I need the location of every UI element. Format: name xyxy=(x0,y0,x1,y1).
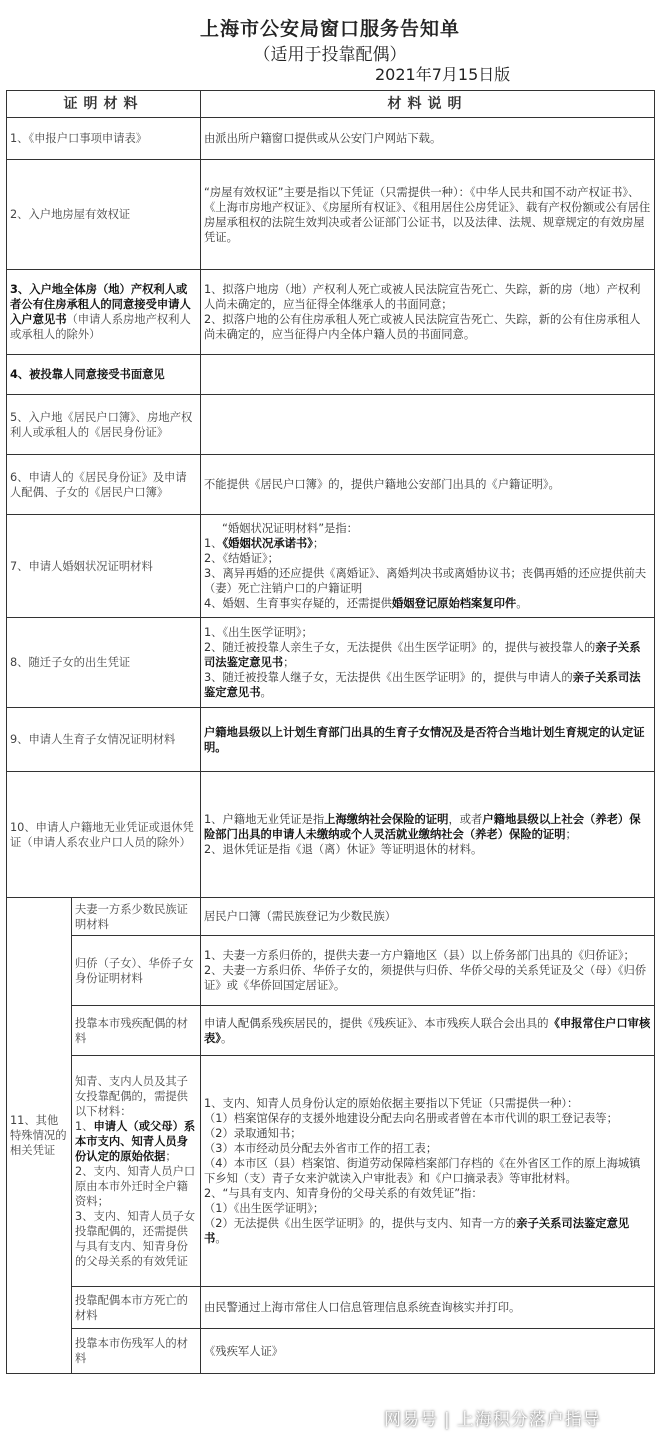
row2-description: “房屋有效权证”主要是指以下凭证（只需提供一种）：《中华人民共和国不动产权证书》、《上海市房地产权证》、《房屋所有权证》、《租用居住公房凭证》、载有产权份额或公有居住房屋承租权的法院生效判决或者公证部门公证书，以及法律、法规、规章规定的有效房屋凭证。 xyxy=(201,160,655,270)
row11e-material: 投靠配偶本市方死亡的材料 xyxy=(72,1287,201,1329)
row1-description: 由派出所户籍窗口提供或从公安门户网站下载。 xyxy=(201,118,655,160)
row11d-desc-2: 2、“与具有支内、知青身份的父母关系的有效凭证”指： xyxy=(204,1187,483,1200)
row8-item-2-bold: 亲子关系司法鉴定意见书 xyxy=(204,641,641,669)
row11-group-label: 11、其他特殊情况的相关凭证 xyxy=(7,898,72,1374)
row11f-material: 投靠本市伤残军人的材料 xyxy=(72,1329,201,1374)
row10-description xyxy=(201,772,655,898)
watermark-account: 上海积分落户指导 xyxy=(456,1410,601,1430)
row7-item-2: 2、《结婚证》； xyxy=(204,552,279,565)
row7-item-1-bold: 《婚姻状况承诺书》 xyxy=(222,537,313,550)
row7-intro: “婚姻状况证明材料”是指： xyxy=(222,522,358,535)
row11d-desc-2b-text: （2）无法提供《出生医学证明》的，提供与支内、知青一方的 xyxy=(204,1217,517,1230)
row9-description-bold: 户籍地县级以上计划生育部门出具的生育子女情况及是否符合当地计划生育规定的认定证明。 xyxy=(204,725,645,754)
row11d-item-2: 2、支内、知青人员户口原由本市外迁时全户籍资料； xyxy=(75,1164,196,1208)
table-row xyxy=(7,160,655,270)
row7-item-1-num: 1、 xyxy=(204,537,223,550)
row11d-item-1-num: 1、 xyxy=(75,1119,94,1133)
row3-item-1: 1、拟落户地房（地）产权利人死亡或被人民法院宣告死亡、失踪，新的房（地）产权利人尚未确定的，应当征得全体继承人的书面同意； xyxy=(204,283,641,311)
row7-description xyxy=(201,515,655,618)
row10-material: 10、申请人户籍地无业凭证或退休凭证（申请人系农业户口人员的除外） xyxy=(7,772,201,898)
row10-item-1-tail: ； xyxy=(565,828,577,841)
row8-item-3-text: 3、随迁被投靠人继子女，无法提供《出生医学证明》的，提供与申请人的 xyxy=(204,671,573,684)
row11d-desc-1b: （2）录取通知书； xyxy=(204,1127,302,1140)
row8-item-2 xyxy=(204,640,651,670)
row11c-material: 投靠本市残疾配偶的材料 xyxy=(72,1006,201,1056)
row7-item-3: 3、离异再婚的还应提供《离婚证》、离婚判决书或离婚协议书；丧偶再婚的还应提供前夫（妻）死亡注销户口的户籍证明 xyxy=(204,567,647,595)
row7-item-1-tail: ； xyxy=(312,537,325,550)
row4-material xyxy=(7,355,201,395)
row11b-item-2: 2、夫妻一方系归侨、华侨子女的，须提供与归侨、华侨父母的关系凭证及父（母）《归侨证》或《华侨回国定居证》。 xyxy=(204,964,647,992)
row11e-description: 由民警通过上海市常住人口信息管理信息系统查询核实并打印。 xyxy=(201,1287,655,1329)
row11d-desc-1: 1、支内、知青人员身份认定的原始依据主要指以下凭证（只需提供一种）： xyxy=(204,1097,579,1110)
row8-item-3-tail: 。 xyxy=(260,686,272,699)
notice-table xyxy=(6,90,655,1374)
watermark-brand: 网易号 xyxy=(384,1410,438,1430)
table-header-row xyxy=(7,91,655,118)
page-title: 上海市公安局窗口服务告知单 xyxy=(199,18,460,40)
row9-material: 9、申请人生育子女情况证明材料 xyxy=(7,708,201,772)
row7-item-4-bold: 婚姻登记原始档案复印件 xyxy=(391,597,517,610)
row6-description: 不能提供《居民户口簿》的，提供户籍地公安部门出具的《户籍证明》。 xyxy=(201,455,655,515)
row10-item-1-text: 1、户籍地无业凭证是指 xyxy=(204,813,325,826)
table-row xyxy=(7,515,655,618)
row7-material: 7、申请人婚姻状况证明材料 xyxy=(7,515,201,618)
row11c-description-tail: 。 xyxy=(220,1031,233,1045)
row11d-desc-1c: （3）本市经动员分配去外省市工作的招工表； xyxy=(204,1142,438,1155)
row6-material: 6、申请人的《居民身份证》及申请人配偶、子女的《居民户口簿》 xyxy=(7,455,201,515)
row11b-material: 归侨（子女）、华侨子女身份证明材料 xyxy=(72,936,201,1006)
row8-description xyxy=(201,618,655,708)
table-row xyxy=(7,118,655,160)
row3-description xyxy=(201,270,655,355)
row10-item-1-bold-2: 户籍地县级以上社会（养老）保险部门出具的申请人未缴纳或个人灵活就业缴纳社会（养老）保险的证明 xyxy=(204,813,641,841)
row10-item-1-bold-1: 上海缴纳社会保险的证明 xyxy=(324,813,449,826)
row11d-desc-1d: （4）本市区（县）档案馆、街道劳动保障档案部门存档的《在外省区工作的原上海城镇下乡知（支）青子女来沪就读入户审批表》和《户口摘录表》等审批材料。 xyxy=(204,1157,641,1185)
table-row xyxy=(7,1329,655,1374)
table-row xyxy=(7,1056,655,1287)
row1-material: 1、《申报户口事项申请表》 xyxy=(7,118,201,160)
table-row xyxy=(7,1006,655,1056)
row4-material-bold: 4、被投靠人同意接受书面意见 xyxy=(10,368,165,381)
page-subtitle: （适用于投靠配偶） xyxy=(253,45,407,65)
table-row xyxy=(7,618,655,708)
watermark-separator: | xyxy=(444,1410,451,1430)
row11d-item-3: 3、支内、知青人员子女投靠配偶的，还需提供与具有支内、知青身份的父母关系的有效凭证 xyxy=(75,1209,196,1268)
row11a-material: 夫妻一方系少数民族证明材料 xyxy=(72,898,201,936)
row7-item-4-text: 4、婚姻、生育事实存疑的，还需提供 xyxy=(204,597,392,610)
row11b-item-1: 1、夫妻一方系归侨的，提供夫妻一方户籍地区（县）以上侨务部门出具的《归侨证》； xyxy=(204,949,635,962)
row7-item-1 xyxy=(204,536,651,551)
row11f-description: 《残疾军人证》 xyxy=(201,1329,655,1374)
row5-material: 5、入户地《居民户口簿》、房地产权利人或承租人的《居民身份证》 xyxy=(7,395,201,455)
row9-description xyxy=(201,708,655,772)
row8-item-2-text: 2、随迁被投靠人亲生子女，无法提供《出生医学证明》的，提供与被投靠人的 xyxy=(204,641,596,654)
version-date: 2021年7月15日版 xyxy=(375,65,511,84)
row10-item-2: 2、退休凭证是指《退（离）休证》等证明退休的材料。 xyxy=(204,843,483,856)
row11d-description xyxy=(201,1056,655,1287)
row11d-desc-2b xyxy=(204,1216,651,1246)
row11d-material xyxy=(72,1056,201,1287)
row11d-desc-2b-bold: 亲子关系司法鉴定意见书 xyxy=(204,1217,630,1245)
row7-item-4-tail: 。 xyxy=(516,597,528,610)
watermark xyxy=(384,1405,601,1430)
row3-material-rest: （申请人系房地产权利人或承租人的除外） xyxy=(10,313,191,341)
row11d-desc-1a: （1）档案馆保存的支援外地建设分配去向名册或者曾在本市代训的职工登记表等； xyxy=(204,1112,618,1125)
row8-material: 8、随迁子女的出生凭证 xyxy=(7,618,201,708)
row10-item-1-or: ，或者 xyxy=(448,813,483,826)
header-description: 材料说明 xyxy=(201,91,655,118)
table-row xyxy=(7,708,655,772)
table-row xyxy=(7,1287,655,1329)
row11d-desc-2a: （1）《出生医学证明》； xyxy=(204,1202,325,1215)
table-row xyxy=(7,455,655,515)
row11b-description xyxy=(201,936,655,1006)
row11c-description-bold: 《申报常住户口审核表》 xyxy=(204,1016,651,1045)
table-row xyxy=(7,270,655,355)
row8-item-1: 1、《出生医学证明》； xyxy=(204,626,313,639)
row3-material-bold: 3、入户地全体房（地）产权利人或者公有住房承租人的同意接受申请人入户意见书 xyxy=(10,283,191,326)
row11c-description-text: 申请人配偶系残疾居民的，提供《残疾证》、本市残疾人联合会出具的 xyxy=(204,1016,549,1030)
row2-material: 2、入户地房屋有效权证 xyxy=(7,160,201,270)
row11c-description xyxy=(201,1006,655,1056)
row3-material xyxy=(7,270,201,355)
row7-item-4 xyxy=(204,596,651,611)
row11d-intro: 知青、支内人员及其子女投靠配偶的，需提供以下材料： xyxy=(75,1074,188,1118)
table-row xyxy=(7,395,655,455)
row11d-desc-2b-tail: 。 xyxy=(215,1232,227,1245)
row8-item-3 xyxy=(204,670,651,700)
table-row xyxy=(7,355,655,395)
header-materials: 证明材料 xyxy=(7,91,201,118)
row4-description xyxy=(201,355,655,395)
table-row xyxy=(7,772,655,898)
row3-item-2: 2、拟落户地的公有住房承租人死亡或被人民法院宣告死亡、失踪，新的公有住房承租人尚未确定的，应当征得户内全体户籍人员的书面同意。 xyxy=(204,313,641,341)
row11a-description: 居民户口簿（需民族登记为少数民族） xyxy=(201,898,655,936)
row8-item-3-bold: 亲子关系司法鉴定意见书 xyxy=(204,671,641,699)
row11d-item-1-tail: ； xyxy=(165,1149,177,1163)
table-row xyxy=(7,936,655,1006)
row8-item-2-tail: ； xyxy=(283,656,295,669)
row5-description xyxy=(201,395,655,455)
row11d-item-1 xyxy=(75,1119,197,1164)
table-row xyxy=(7,898,655,936)
row10-item-1 xyxy=(204,812,651,842)
row11d-item-1-bold: 申请人（或父母）系本市支内、知青人员身份认定的原始依据 xyxy=(75,1119,196,1163)
